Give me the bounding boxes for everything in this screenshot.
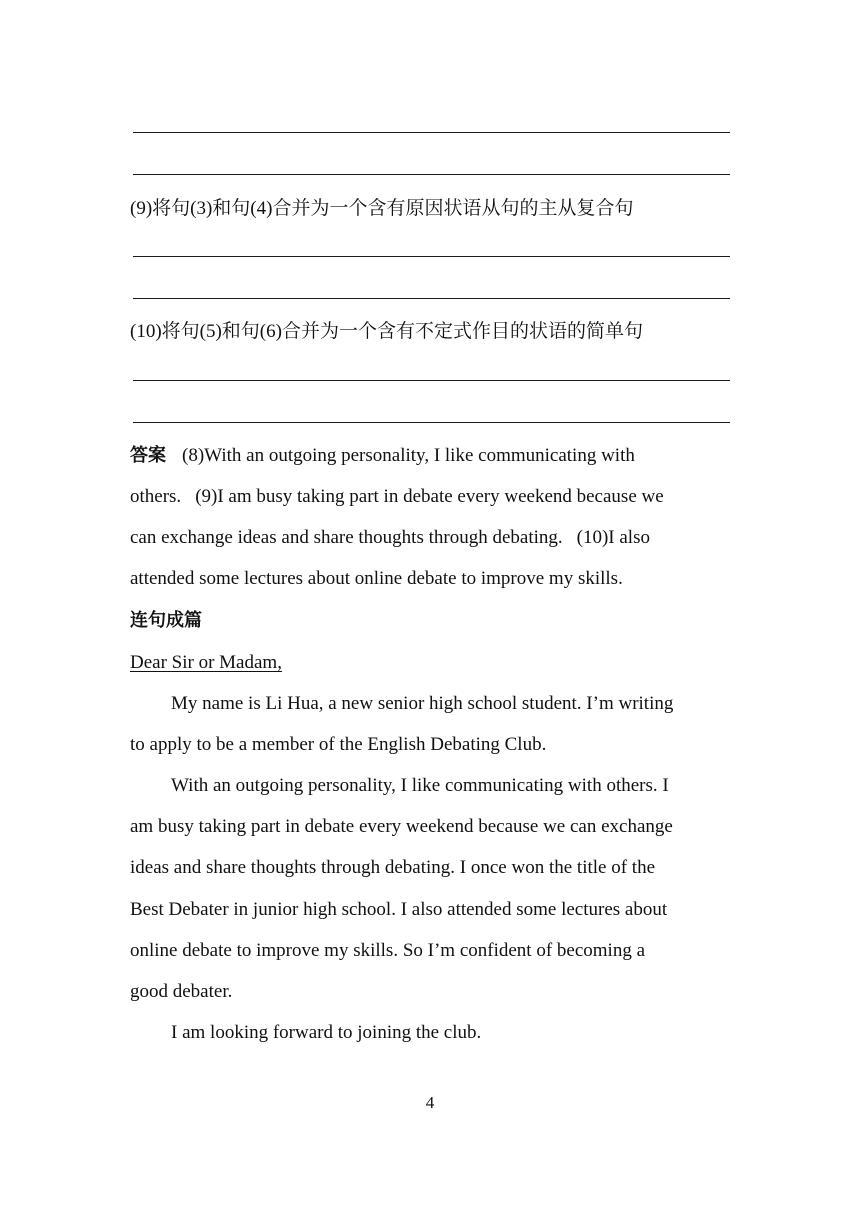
exercise-prompt-9: (9)将句(3)和句(4)合并为一个含有原因状语从句的主从复合句 <box>130 198 634 219</box>
answer-line-4: attended some lectures about online debate to improve my skills. <box>130 568 623 589</box>
answer-line[interactable] <box>133 422 730 423</box>
answer-line-1 <box>130 444 635 468</box>
answer-line[interactable] <box>133 256 730 257</box>
letter-line: ideas and share thoughts through debating. I once won the title of the <box>130 857 656 878</box>
page-number: 4 <box>425 1093 435 1112</box>
letter-line: online debate to improve my skills. So I’m confident of becoming a <box>130 940 646 961</box>
answer-line[interactable] <box>133 174 730 175</box>
answer-line[interactable] <box>133 132 730 133</box>
section-heading: 连句成篇 <box>130 610 202 631</box>
letter-line: I am looking forward to joining the club. <box>171 1022 482 1043</box>
answer-line-3 <box>130 526 650 550</box>
answer-text: (8)With an outgoing personality, I like communicating with <box>182 445 635 466</box>
answer-text: (9)I am busy taking part in debate every weekend because we <box>195 486 664 507</box>
answer-line-2 <box>130 485 664 509</box>
answer-line[interactable] <box>133 380 730 381</box>
letter-line: My name is Li Hua, a new senior high school student. I’m writing <box>171 693 674 714</box>
letter-salutation: Dear Sir or Madam, <box>130 652 282 673</box>
answer-label: 答案 <box>130 445 166 466</box>
answer-text: (10)I also <box>576 527 650 548</box>
answer-text: can exchange ideas and share thoughts through debating. <box>130 527 563 548</box>
answer-line[interactable] <box>133 298 730 299</box>
letter-line: Best Debater in junior high school. I also attended some lectures about <box>130 899 668 920</box>
exercise-prompt-10: (10)将句(5)和句(6)合并为一个含有不定式作目的状语的简单句 <box>130 321 643 342</box>
answer-text: others. <box>130 486 182 507</box>
letter-line: to apply to be a member of the English Debating Club. <box>130 734 547 755</box>
letter-line: am busy taking part in debate every weekend because we can exchange <box>130 816 673 837</box>
letter-line: good debater. <box>130 981 233 1002</box>
letter-line: With an outgoing personality, I like communicating with others. I <box>171 775 669 796</box>
